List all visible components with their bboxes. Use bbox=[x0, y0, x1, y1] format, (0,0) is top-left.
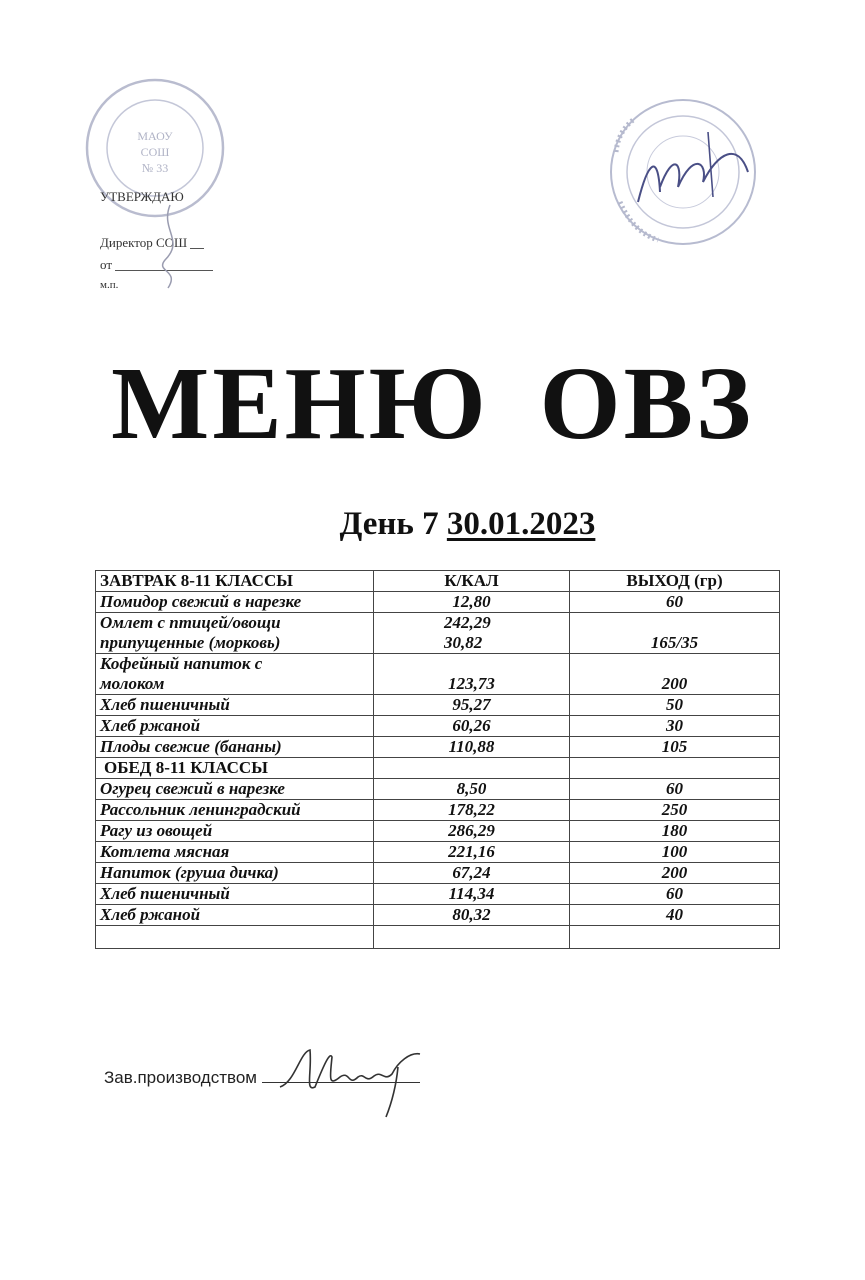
dish-weight: 200 bbox=[570, 654, 780, 695]
dish-kcal: 286,29 bbox=[374, 821, 570, 842]
approve-label: УТВЕРЖДАЮ bbox=[100, 189, 184, 204]
dish-kcal: 221,16 bbox=[374, 842, 570, 863]
header-meal: ЗАВТРАК 8-11 КЛАССЫ bbox=[96, 571, 374, 592]
dish-name: Рагу из овощей bbox=[96, 821, 374, 842]
empty-cell bbox=[570, 926, 780, 949]
dish-name: Плоды свежие (бананы) bbox=[96, 737, 374, 758]
day-label: День 7 bbox=[339, 506, 439, 542]
table-row bbox=[96, 695, 780, 716]
seal-label: м.п. bbox=[100, 279, 119, 291]
header-weight: ВЫХОД (гр) bbox=[570, 571, 780, 592]
director-label: Директор СОШ bbox=[100, 235, 188, 250]
dish-kcal: 114,34 bbox=[374, 884, 570, 905]
dish-name bbox=[96, 613, 374, 654]
dish-kcal: 8,50 bbox=[374, 779, 570, 800]
menu-table bbox=[95, 570, 780, 949]
dish-weight: 60 bbox=[570, 884, 780, 905]
from-label: от bbox=[100, 257, 113, 272]
dish-name: Хлеб пшеничный bbox=[96, 695, 374, 716]
dish-name: Помидор свежий в нарезке bbox=[96, 592, 374, 613]
table-row bbox=[96, 863, 780, 884]
table-row bbox=[96, 716, 780, 737]
dish-weight: 30 bbox=[570, 716, 780, 737]
dish-name-line: Омлет с птицей/овощи bbox=[100, 613, 281, 632]
section-row-lunch bbox=[96, 758, 780, 779]
dish-kcal: 178,22 bbox=[374, 800, 570, 821]
dish-kcal bbox=[374, 613, 570, 654]
dish-name-line: Кофейный напиток с bbox=[100, 654, 263, 673]
empty-cell bbox=[374, 758, 570, 779]
empty-cell bbox=[96, 926, 374, 949]
empty-cell bbox=[570, 758, 780, 779]
lunch-header: ОБЕД 8-11 КЛАССЫ bbox=[96, 758, 374, 779]
dish-weight: 60 bbox=[570, 592, 780, 613]
table-row bbox=[96, 737, 780, 758]
footer-label: Зав.производством bbox=[104, 1068, 257, 1087]
page-title: МЕНЮ ОВЗ bbox=[111, 346, 754, 461]
dish-kcal: 12,80 bbox=[374, 592, 570, 613]
dish-name: Огурец свежий в нарезке bbox=[96, 779, 374, 800]
dish-kcal: 110,88 bbox=[374, 737, 570, 758]
dish-name bbox=[96, 654, 374, 695]
dish-kcal-line: 30,82 bbox=[444, 633, 483, 652]
empty-row bbox=[96, 926, 780, 949]
dish-kcal: 95,27 bbox=[374, 695, 570, 716]
dish-name: Хлеб ржаной bbox=[96, 716, 374, 737]
manager-signature bbox=[270, 1032, 430, 1122]
dish-weight: 40 bbox=[570, 905, 780, 926]
svg-text:СОШ: СОШ bbox=[140, 145, 170, 159]
table-row bbox=[96, 905, 780, 926]
dish-name: Хлеб ржаной bbox=[96, 905, 374, 926]
dish-weight: 165/35 bbox=[570, 613, 780, 654]
dish-name: Котлета мясная bbox=[96, 842, 374, 863]
dish-weight: 105 bbox=[570, 737, 780, 758]
table-row bbox=[96, 779, 780, 800]
dish-name: Рассольник ленинградский bbox=[96, 800, 374, 821]
dish-kcal: 123,73 bbox=[374, 654, 570, 695]
dish-weight: 100 bbox=[570, 842, 780, 863]
dish-weight: 250 bbox=[570, 800, 780, 821]
table-row bbox=[96, 800, 780, 821]
table-row bbox=[96, 613, 780, 654]
svg-text:№ 33: № 33 bbox=[141, 161, 169, 175]
dish-name-line: молоком bbox=[100, 674, 165, 693]
dish-kcal: 60,26 bbox=[374, 716, 570, 737]
header-kcal: К/КАЛ bbox=[374, 571, 570, 592]
day-date: 30.01.2023 bbox=[446, 506, 596, 542]
table-row bbox=[96, 821, 780, 842]
dish-weight: 180 bbox=[570, 821, 780, 842]
dish-kcal: 80,32 bbox=[374, 905, 570, 926]
dish-kcal: 67,24 bbox=[374, 863, 570, 884]
director-signature bbox=[140, 200, 200, 290]
dish-name-line: припущенные (морковь) bbox=[100, 633, 281, 652]
table-row bbox=[96, 842, 780, 863]
dish-kcal-line: 242,29 bbox=[444, 613, 491, 632]
table-row bbox=[96, 884, 780, 905]
dish-name: Напиток (груша дичка) bbox=[96, 863, 374, 884]
dish-weight: 200 bbox=[570, 863, 780, 884]
svg-text:МАОУ: МАОУ bbox=[137, 129, 173, 143]
table-row bbox=[96, 654, 780, 695]
table-header-row bbox=[96, 571, 780, 592]
round-stamp-right bbox=[598, 92, 768, 257]
day-heading bbox=[0, 508, 865, 541]
empty-cell bbox=[374, 926, 570, 949]
dish-weight: 50 bbox=[570, 695, 780, 716]
dish-name: Хлеб пшеничный bbox=[96, 884, 374, 905]
table-row bbox=[96, 592, 780, 613]
dish-weight: 60 bbox=[570, 779, 780, 800]
